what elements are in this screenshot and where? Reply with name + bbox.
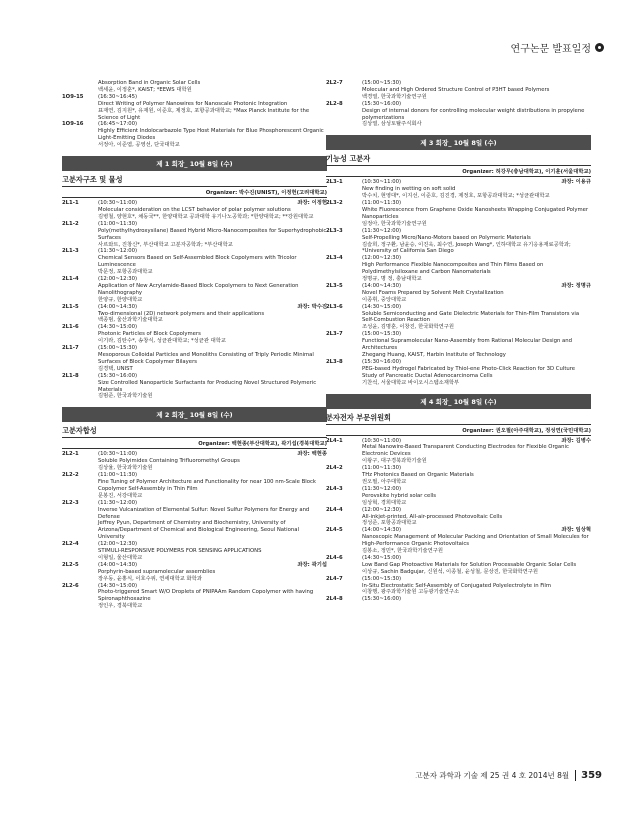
entry-time: (14:30~15:00) <box>98 582 138 589</box>
entry-time: (11:30~12:00) <box>98 499 138 506</box>
running-header <box>511 40 604 55</box>
entry-number: 2L4-5 <box>326 527 343 534</box>
entry-body <box>98 94 327 122</box>
entry-title: Fine Tuning of Polymer Architecture and Functionality for near 100 nm-Scale Block Copolymer Self-Assembly in Thin Film <box>98 478 316 492</box>
entry-title: Application of New Acrylamide-Based Block Copolymers to Next Generation Nanolithography <box>98 282 299 296</box>
entry-time-row <box>362 465 591 472</box>
entry-time-row <box>362 179 591 186</box>
entry-number: 2L3-1 <box>326 179 343 186</box>
entry-authors: Zhegang Huang, KAIST, Harbin Institute of Technology <box>362 352 506 358</box>
entry-authors: 이상규, Sachin Badgujar, 신원석, 이종철, 윤성철, 문상진, 한국화학연구원 <box>362 568 539 575</box>
entry-body <box>362 200 591 228</box>
entry-time-row <box>362 80 591 87</box>
entry-body <box>98 304 327 325</box>
entry-authors: 장우동, 윤홍식, 이호수위, 연세대학교 화학과 <box>98 575 202 582</box>
entry-body <box>98 345 327 373</box>
entry-number: 2L3-7 <box>326 331 343 338</box>
entry-time: (15:00~15:30) <box>362 331 402 338</box>
entry-number: 2L1-2 <box>62 220 79 227</box>
entry-time-row <box>98 200 327 207</box>
section-title: 고분자합성 <box>62 426 97 436</box>
entry-body <box>98 373 327 401</box>
entry-title: Perovskite hybrid solar cells <box>362 492 437 499</box>
entry-time: (15:00~15:30) <box>362 575 402 582</box>
entry-authors: 정명규, 명 정, 충남대학교 <box>362 276 422 283</box>
program-entry <box>62 276 327 304</box>
entry-title: Soluble Semiconducting and Gate Dielectric Materials for Thin-Film Transistors via Self-Combustion Reaction <box>362 310 580 324</box>
entry-time-row <box>362 331 591 338</box>
entry-time: (14:00~14:30) <box>362 527 402 534</box>
entry-body <box>362 359 591 387</box>
entry-title: Design of internal donors for controlling molecular weight distributions in propylene polymerizations <box>362 107 585 121</box>
entry-time: (10:30~11:00) <box>98 451 138 458</box>
entry-title: THz Photonics Based on Organic Materials <box>362 472 474 479</box>
entry-time-row <box>362 576 591 583</box>
program-entry <box>326 507 591 528</box>
entry-body <box>98 80 327 94</box>
entry-number: 2L4-1 <box>326 437 343 444</box>
program-entry <box>62 80 327 94</box>
entry-title: Mesoporous Colloidal Particles and Monoliths Consisting of Triply Periodic Minimal Surfaces of Block Copolymer Bilayers <box>98 352 314 365</box>
entry-time-row <box>362 304 591 311</box>
entry-authors: 김상열, 삼성토탈주식회사 <box>362 121 422 128</box>
program-entry <box>326 486 591 507</box>
program-entry <box>62 373 327 401</box>
program-entry <box>62 304 327 325</box>
entry-time: (14:30~15:00) <box>362 303 402 310</box>
left-column <box>62 80 327 610</box>
right-column <box>326 80 591 603</box>
program-entry <box>62 200 327 221</box>
entry-time-row <box>98 373 327 380</box>
program-entry <box>326 359 591 387</box>
program-entry <box>326 465 591 486</box>
entry-time-row <box>98 562 327 569</box>
entry-title: Novel Foams Prepared by Solvent Melt Crystallization <box>362 289 504 296</box>
entry-title: Poly(methylhydroxysilane) Based Hybrid Micro-Nanocomposites for Superhydrophobic Surfaces <box>98 227 327 241</box>
program-entry <box>326 555 591 576</box>
entry-time-row <box>98 221 327 228</box>
entry-time-row <box>98 583 327 590</box>
entry-time: (11:30~12:00) <box>362 485 402 492</box>
program-entry <box>62 451 327 472</box>
entry-time: (12:00~12:30) <box>362 506 402 513</box>
organizer-line: Organizer: 허강무(충남대학교), 이기훈(서울대학교) <box>326 165 591 177</box>
page-footer <box>415 770 602 781</box>
entry-body <box>362 576 591 597</box>
entry-time: (11:00~11:30) <box>362 465 402 472</box>
entry-authors: 권오필, 아주대학교 <box>362 478 407 485</box>
entry-time-row <box>362 596 591 603</box>
entry-authors: 김봉소, 정민*, 한국과학기술연구원 <box>362 548 444 555</box>
session-chair: 좌장: 박수진 <box>297 303 327 310</box>
entry-number: 2L3-8 <box>326 358 343 365</box>
entry-title: New finding in wetting on soft solid <box>362 186 456 193</box>
entry-title: Highly Efficient Indolocarbazole Type Host Materials for Blue Phosphorescent Organic Light-Emitting Diodes <box>98 128 324 142</box>
program-entry <box>62 562 327 583</box>
entry-time-row <box>362 228 591 235</box>
program-entry <box>62 500 327 541</box>
entry-number: 2L2-8 <box>326 100 343 107</box>
program-entry <box>326 331 591 359</box>
entry-body <box>98 200 327 221</box>
entry-number: 2L3-4 <box>326 255 343 262</box>
section-title: 기능성 고분자 <box>326 154 371 164</box>
entry-time: (15:30~16:00) <box>98 372 138 379</box>
entry-authors: 이형일, 울산대학교 <box>98 554 143 561</box>
entry-authors: 한양규, 한양대학교 <box>98 296 143 303</box>
entry-time-row <box>98 276 327 283</box>
entry-time-row <box>362 359 591 366</box>
entry-time: (14:30~15:00) <box>362 554 402 561</box>
entry-time: (10:30~11:00) <box>98 200 138 207</box>
entry-title: Chemical Sensors Based on Self-Assembled Block Copolymers with Tricolor Luminescence <box>98 255 297 269</box>
entry-body <box>362 101 591 129</box>
entry-number: 2L1-8 <box>62 372 79 379</box>
entry-number: 2L3-2 <box>326 200 343 207</box>
entry-authors: 백종범, 울산과학기술대학교 <box>98 317 163 324</box>
entry-body <box>362 331 591 359</box>
entry-authors: 백세윤, 이정훈*, KAIST; *EEWS 대학원 <box>98 86 192 93</box>
entry-number: 2L4-3 <box>326 485 343 492</box>
entry-authors: 정인우, 경북대학교 <box>98 603 143 610</box>
entry-body <box>98 583 327 611</box>
session-chair: 좌장: 김병수 <box>561 437 591 444</box>
entry-number: 2L4-4 <box>326 506 343 513</box>
entry-body <box>98 121 327 149</box>
entry-time: (15:30~16:00) <box>362 596 402 603</box>
entry-authors: 임상혁, 경희대학교 <box>362 499 407 506</box>
entry-body <box>362 596 591 603</box>
entry-title: Photonic Particles of Block Copolymers <box>98 331 201 338</box>
entry-time-row <box>98 472 327 479</box>
entry-authors: 김상율, 한국과학기술원 <box>98 465 153 472</box>
entry-time-row <box>362 255 591 262</box>
entry-number: 2L2-7 <box>326 80 343 86</box>
journal-info: 고분자 과학과 기술 제 25 권 4 호 2014년 8월 <box>415 771 570 780</box>
entry-body <box>362 486 591 507</box>
entry-title: Functional Supramolecular Nano-Assembly from Rational Molecular Design and Architectures <box>362 338 573 352</box>
organizer-line: Organizer: 권오필(아주대학교), 정성연(국민대학교) <box>326 424 591 436</box>
entry-title: Soluble Polyimides Containing Trifluoromethyl Groups <box>98 458 240 465</box>
entry-time-row <box>362 200 591 207</box>
entry-number: 2L4-7 <box>326 575 343 582</box>
session-chair: 좌장: 임상혁 <box>561 527 591 534</box>
entry-authors: 이창행, 광주과학기술원 고등광기술연구소 <box>362 589 460 596</box>
section-title: 고분자구조 및 물성 <box>62 175 123 185</box>
entry-time: (14:00~14:30) <box>98 303 138 310</box>
entry-number: 2L2-4 <box>62 541 79 548</box>
entry-number: 1O9-16 <box>62 121 84 128</box>
entry-number: 2L1-7 <box>62 345 79 352</box>
entry-title: Molecular and High Ordered Structure Control of P3HT based Polymers <box>362 86 550 93</box>
entry-time: (10:30~11:00) <box>362 179 402 186</box>
entry-time-row <box>362 527 591 534</box>
entry-title: All-inkjet-printed, All-air-processed Photovoltaic Cells <box>362 513 503 520</box>
program-entry <box>62 541 327 562</box>
entry-title: Size Controlled Nanoparticle Surfactants for Producing Novel Structured Polymeric Materials <box>98 379 317 393</box>
organizer-line: Organizer: 백현종(부산대학교), 곽기섭(경북대학교) <box>62 437 327 449</box>
entry-title: Self-Propelling Micro/Nano-Motors based on Polymeric Materials <box>362 234 531 241</box>
entry-body <box>362 304 591 332</box>
entry-body <box>362 80 591 101</box>
entry-time: (12:00~12:30) <box>98 541 138 548</box>
entry-authors: 이기라, 김탄수*, 송창식, 성균관대학교; *성균관 대학교 <box>98 338 227 345</box>
entry-authors: Jeffrey Pyun, Department of Chemistry and Biochemistry, University of Arizona/Department of Chemical and Biological Engineering, Seoul National University <box>98 520 299 541</box>
entry-body <box>98 324 327 345</box>
entry-authors: 기찬석, 서울대학교 바이오시스템소재학부 <box>362 379 460 386</box>
entry-authors: 정성준, 포항공과대학교 <box>362 520 417 527</box>
entry-title: High Performance Flexible Nanocomposites and Thin Films Based on Polydimethylsiloxane and Carbon Nanomaterials <box>362 262 544 276</box>
entry-title: Porphyrin-based supramolecular assemblies <box>98 568 216 575</box>
entry-title: Photo-triggered Smart W/O Droplets of PNIPAAm Random Copolymer with having Spironaphthoxazine <box>98 589 314 603</box>
entry-time: (15:30~16:00) <box>362 358 402 365</box>
entry-body <box>362 438 591 466</box>
entry-time-row <box>98 541 327 548</box>
entry-title: Nanoscopic Management of Molecular Packing and Orientation of Small Molecules for High-Performance Organic Photovoltaics <box>362 534 589 548</box>
entry-time-row <box>362 101 591 108</box>
entry-authors: 김슬희, 정구환, 남윤승, 이진욱, 최수연, Joseph Wang*, 인하대학교 유기응용재료공학과; *University of California San Diego <box>362 241 571 255</box>
program-entry <box>62 94 327 122</box>
entry-title: In-Situ Electrostatic Self-Assembly of Conjugated Polyelectrolyte in Film <box>362 582 551 589</box>
program-entry <box>62 324 327 345</box>
program-entry <box>326 527 591 555</box>
session-chair: 좌장: 정명규 <box>561 282 591 289</box>
entry-time: (10:30~11:00) <box>362 437 402 444</box>
entry-authors: 사르와트, 진창신*, 부산대학교 고분자공학과; *부산대학교 <box>98 241 233 248</box>
entry-body <box>362 228 591 256</box>
entry-number: 1O9-15 <box>62 93 84 100</box>
program-entry <box>62 221 327 249</box>
entry-time-row <box>362 283 591 290</box>
entry-number: 2L2-1 <box>62 451 79 458</box>
entry-time-row <box>98 94 327 101</box>
entry-title: Absorption Band in Organic Solar Cells <box>98 80 201 86</box>
entry-authors: 백경열, 한국과학기술연구원 <box>362 93 427 100</box>
entry-body <box>98 221 327 249</box>
entry-time: (15:00~15:30) <box>98 345 138 352</box>
entry-body <box>98 562 327 583</box>
entry-number: 2L2-3 <box>62 499 79 506</box>
entry-body <box>362 465 591 486</box>
entry-body <box>362 527 591 555</box>
bullet-icon <box>595 43 604 52</box>
entry-title: Two-dimensional (2D) network polymers and their applications <box>98 310 265 317</box>
entry-time-row <box>98 451 327 458</box>
program-entry <box>326 200 591 228</box>
entry-authors: 박수치, 현영대*, 이지선, 이준호, 김진경, 제정호, 포항공과대학교; *성균관대학교 <box>362 193 550 200</box>
entry-title: Low Band Gap Photoactive Materials for Solution Processable Organic Solar Cells <box>362 561 577 568</box>
entry-time: (16:30~16:45) <box>98 93 138 100</box>
program-entry <box>326 576 591 597</box>
entry-time: (11:00~11:30) <box>362 200 402 207</box>
entry-authors: 서정아, 이준엽, 공영선, 단국대학교 <box>98 142 180 149</box>
entry-title: Direct Writing of Polymer Nanowires for Nanoscale Photonic Integration <box>98 100 288 107</box>
entry-authors: 이왕구, 대구경북과학기술원 <box>362 458 427 465</box>
session-chair: 좌장: 이용규 <box>561 179 591 186</box>
entry-number: 2L1-6 <box>62 324 79 331</box>
entry-time: (11:30~12:00) <box>362 227 402 234</box>
entry-authors: 박문정, 포항공과대학교 <box>98 269 153 276</box>
entry-title: Inverse Vulcanization of Elemental Sulfur: Novel Sulfur Polymers for Energy and Defense <box>98 506 310 520</box>
program-entry <box>62 345 327 373</box>
entry-time: (14:30~15:00) <box>98 324 138 331</box>
entry-time: (11:00~11:30) <box>98 220 138 227</box>
entry-body <box>98 541 327 562</box>
program-entry <box>326 304 591 332</box>
entry-authors: 조성윤, 김명훈, 이창진, 한국화학연구원 <box>362 324 454 331</box>
session-chair: 좌장: 곽기섭 <box>297 561 327 568</box>
entry-time-row <box>98 304 327 311</box>
entry-body <box>98 451 327 472</box>
program-entry <box>62 248 327 276</box>
entry-time-row <box>362 555 591 562</box>
entry-number: 2L2-5 <box>62 561 79 568</box>
program-entry <box>62 472 327 500</box>
entry-time-row <box>362 486 591 493</box>
entry-time: (11:00~11:30) <box>98 472 138 479</box>
entry-authors: 표재연, 김지원*, 유재원, 이준호, 제정호, 포항공과대학교; *Max Planck Institute for the Science of Light <box>98 107 310 121</box>
entry-time-row <box>98 500 327 507</box>
session-band: 제 1 회장_ 10월 8일 (수) <box>62 156 327 171</box>
entry-title: Metal Nanowire-Based Transparent Conducting Electrodes for Flexible Organic Electronic Devices <box>362 444 569 458</box>
entry-time: (15:00~15:30) <box>362 80 402 86</box>
entry-body <box>362 255 591 283</box>
entry-authors: 김병철, 양현호*, 채동국**, 한양대학교 공과대학 유기나노공학과; *한양대학교; **강원대학교 <box>98 213 314 220</box>
entry-authors: 임정아, 한국과학기술연구원 <box>362 220 427 227</box>
session-band: 제 3 회장_ 10월 8일 (수) <box>326 135 591 150</box>
entry-title: STIMULI-RESPONSIVE POLYMERS FOR SENSING APPLICATIONS <box>98 548 262 555</box>
entry-time: (11:30~12:00) <box>98 248 138 255</box>
session-band: 제 4 회장_ 10월 8일 (수) <box>326 394 591 409</box>
entry-title: Molecular consideration on the LCST behavior of polar polymer solutions <box>98 206 291 213</box>
entry-title: PEG-based Hydrogel Fabricated by Thiol-ene Photo-Click Reaction for 3D Culture Study of Pancreatic Ductal Adenocarcinoma Cells <box>362 365 576 379</box>
header-label: 연구논문 발표일정 <box>510 44 591 55</box>
entry-number: 2L3-6 <box>326 303 343 310</box>
program-entry <box>326 283 591 304</box>
entry-body <box>98 248 327 276</box>
entry-number: 2L3-5 <box>326 282 343 289</box>
entry-time-row <box>98 121 327 128</box>
program-entry <box>326 228 591 256</box>
entry-time: (14:00~14:30) <box>98 561 138 568</box>
entry-number: 2L2-6 <box>62 582 79 589</box>
entry-title: White Fluorescence from Graphene Oxide Nanosheets Wrapping Conjugated Polymer Nanoparticles <box>362 206 589 220</box>
session-chair: 좌장: 이정헌 <box>297 200 327 207</box>
session-chair: 좌장: 백현종 <box>297 451 327 458</box>
entry-authors: 김경택, UNIST <box>98 365 133 372</box>
entry-time: (16:45~17:00) <box>98 121 138 128</box>
entry-body <box>98 500 327 541</box>
page-number: 359 <box>575 770 602 781</box>
entry-body <box>362 507 591 528</box>
program-entry <box>326 179 591 200</box>
program-entry <box>326 80 591 101</box>
entry-number: 2L1-4 <box>62 276 79 283</box>
program-entry <box>326 101 591 129</box>
entry-body <box>362 179 591 200</box>
entry-number: 2L4-6 <box>326 554 343 561</box>
entry-number: 2L4-2 <box>326 465 343 472</box>
entry-time: (12:00~12:30) <box>362 255 402 262</box>
organizer-line: Organizer: 박수진(UNIST), 이정헌(고려대학교) <box>62 186 327 198</box>
entry-number: 2L4-8 <box>326 596 343 603</box>
program-entry <box>326 255 591 283</box>
entry-number: 2L1-1 <box>62 200 79 207</box>
entry-authors: 김범준, 한국과학기술원 <box>98 393 153 400</box>
entry-time-row <box>98 248 327 255</box>
entry-body <box>98 276 327 304</box>
entry-number: 2L2-2 <box>62 472 79 479</box>
program-entry <box>62 583 327 611</box>
entry-body <box>362 555 591 576</box>
entry-body <box>362 283 591 304</box>
entry-number: 2L3-3 <box>326 227 343 234</box>
program-entry <box>326 596 591 603</box>
entry-time-row <box>98 345 327 352</box>
entry-number <box>62 80 98 94</box>
entry-time-row <box>362 507 591 514</box>
session-band: 제 2 회장_ 10월 8일 (수) <box>62 407 327 422</box>
entry-body <box>98 472 327 500</box>
entry-time: (12:00~12:30) <box>98 276 138 283</box>
entry-time-row <box>362 438 591 445</box>
entry-time: (14:00~14:30) <box>362 282 402 289</box>
entry-number: 2L1-5 <box>62 303 79 310</box>
entry-time: (15:30~16:00) <box>362 100 402 107</box>
entry-authors: 이종휘, 중앙대학교 <box>362 296 407 303</box>
program-entry <box>62 121 327 149</box>
entry-number: 2L1-3 <box>62 248 79 255</box>
section-title: 분자전자 부문위원회 <box>326 412 391 422</box>
program-entry <box>326 438 591 466</box>
entry-authors: 문봉진, 서강대학교 <box>98 492 143 499</box>
entry-time-row <box>98 324 327 331</box>
